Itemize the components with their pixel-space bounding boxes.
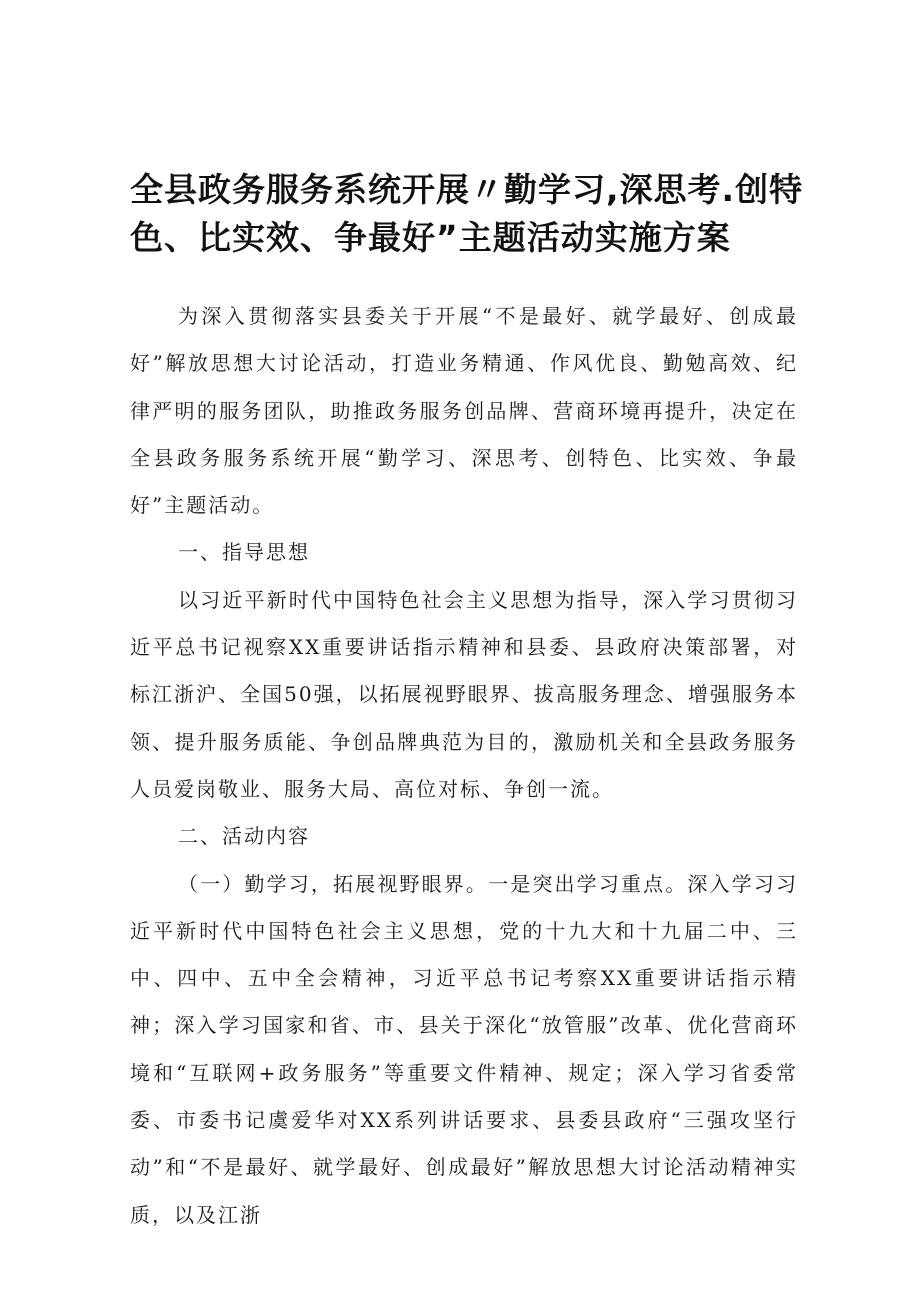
document-title: 全县政务服务系统开展〃勤学习,深思考.创特色、比实效、争最好”主题活动实施方案: [130, 170, 804, 257]
section-heading-activity-content: 二、活动内容: [178, 824, 310, 849]
activity-content-paragraph: （一）勤学习，拓展视野眼界。一是突出学习重点。深入学习习近平新时代中国特色社会主义思想，党的十九大和十九届二中、三中、四中、五中全会精神，习近平总书记考察XX重要讲话指示精神；深入学习国家和省、市、县关于深化“放管服”改革、优化营商环境和“互联网+政务服务”等重要文件精神、规定；深入学习省委常委、市委书记虞爱华对XX系列讲话要求、县委县政府“三强攻坚行动”和“不是最好、就学最好、创成最好”解放思想大讨论活动精神实质，以及江浙: [130, 871, 798, 1227]
intro-paragraph: 为深入贯彻落实县委关于开展“不是最好、就学最好、创成最好”解放思想大讨论活动，打造业务精通、作风优良、勤勉高效、纪律严明的服务团队，助推政务服务创品牌、营商环境再提升，决定在全县政务服务系统开展“勤学习、深思考、创特色、比实效、争最好”主题活动。: [130, 304, 798, 518]
document-body: [130, 293, 798, 1239]
guiding-ideology-paragraph: 以习近平新时代中国特色社会主义思想为指导，深入学习贯彻习近平总书记视察XX重要讲话指示精神和县委、县政府决策部署，对标江浙沪、全国50强，以拓展视野眼界、拔高服务理念、增强服务本领、提升服务质能、争创品牌典范为目的，激励机关和全县政务服务人员爱岗敬业、服务大局、高位对标、争创一流。: [130, 587, 798, 801]
section-heading-guiding-ideology: 一、指导思想: [178, 540, 310, 565]
